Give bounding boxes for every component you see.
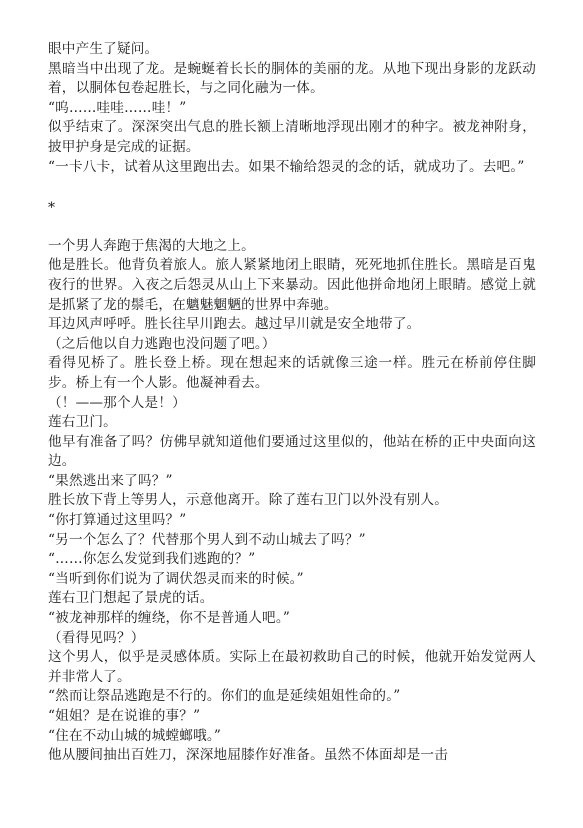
paragraph: 眼中产生了疑问。 <box>48 41 159 57</box>
paragraph: 他早有准备了吗？仿佛早就知道他们要通过这里似的，他站在桥的正中央面向这边。 <box>48 433 536 470</box>
paragraph: “呜……哇哇……哇！” <box>48 99 187 116</box>
paragraph: “然而让祭品逃跑是不行的。你们的血是延续姐姐性命的。” <box>48 688 401 705</box>
paragraph: （看得见吗？） <box>48 629 145 646</box>
paragraph: “……你怎么发觉到我们逃跑的？” <box>48 551 256 568</box>
paragraph: 胜长放下背上等男人，示意他离开。除了莲右卫门以外没有别人。 <box>48 492 449 509</box>
paragraph: 莲右卫门想起了景虎的话。 <box>48 590 214 607</box>
paragraph: “果然逃出来了吗？” <box>48 472 173 489</box>
paragraph: 他是胜长。他背负着旅人。旅人紧紧地闭上眼睛，死死地抓住胜长。黑暗是百鬼夜行的世界。入夜之后怨灵从山上下来暴动。因此他拼命地闭上眼睛。感觉上就是抓紧了龙的鬃毛，在魑魅魍魉的世界中奔驰。 <box>48 257 536 313</box>
section-separator: * <box>48 200 55 217</box>
paragraph: “姐姐？是在说谁的事？” <box>48 708 201 724</box>
paragraph: 一个男人奔跑于焦渴的大地之上。 <box>48 237 255 254</box>
paragraph: （！——那个人是！） <box>48 394 186 411</box>
paragraph: “另一个怎么了？代替那个男人到不动山城去了吗？” <box>48 531 366 548</box>
document-page <box>48 40 536 766</box>
paragraph: “住在不动山城的城螳螂哦。” <box>48 727 222 744</box>
paragraph: （之后他以自力逃跑也没问题了吧。） <box>48 335 276 352</box>
paragraph: 似乎结束了。深深突出气息的胜长额上清晰地浮现出刚才的种字。被龙神附身，披甲护身是完成的证据。 <box>48 119 536 155</box>
section-gap <box>48 177 536 199</box>
paragraph: 这个男人，似乎是灵感体质。实际上在最初救助自己的时候，他就开始发觉两人并非常人了。 <box>48 649 536 685</box>
paragraph: 黑暗当中出现了龙。是蜿蜒着长长的胴体的美丽的龙。从地下现出身影的龙跃动着，以胴体包卷起胜长，与之同化融为一体。 <box>48 60 536 97</box>
paragraph: “你打算通过这里吗？” <box>48 512 187 529</box>
paragraph: “当听到你们说为了调伏怨灵而来的时候。” <box>48 570 304 587</box>
paragraph: 他从腰间抽出百姓刀，深深地屈膝作好准备。虽然不体面却是一击 <box>48 747 449 764</box>
section-gap <box>48 219 536 237</box>
paragraph: 耳边风声呼呼。胜长往早川跑去。越过早川就是安全地带了。 <box>48 316 421 333</box>
paragraph: “被龙神那样的缠绕，你不是普通人吧。” <box>48 610 290 627</box>
paragraph: 看得见桥了。胜长登上桥。现在想起来的话就像三途一样。胜元在桥前停住脚步。桥上有一个人影。他凝神看去。 <box>48 355 536 391</box>
paragraph: 莲右卫门。 <box>48 414 117 431</box>
paragraph: “一卡八卡，试着从这里跑出去。如果不输给怨灵的念的话，就成功了。去吧。” <box>48 158 525 175</box>
